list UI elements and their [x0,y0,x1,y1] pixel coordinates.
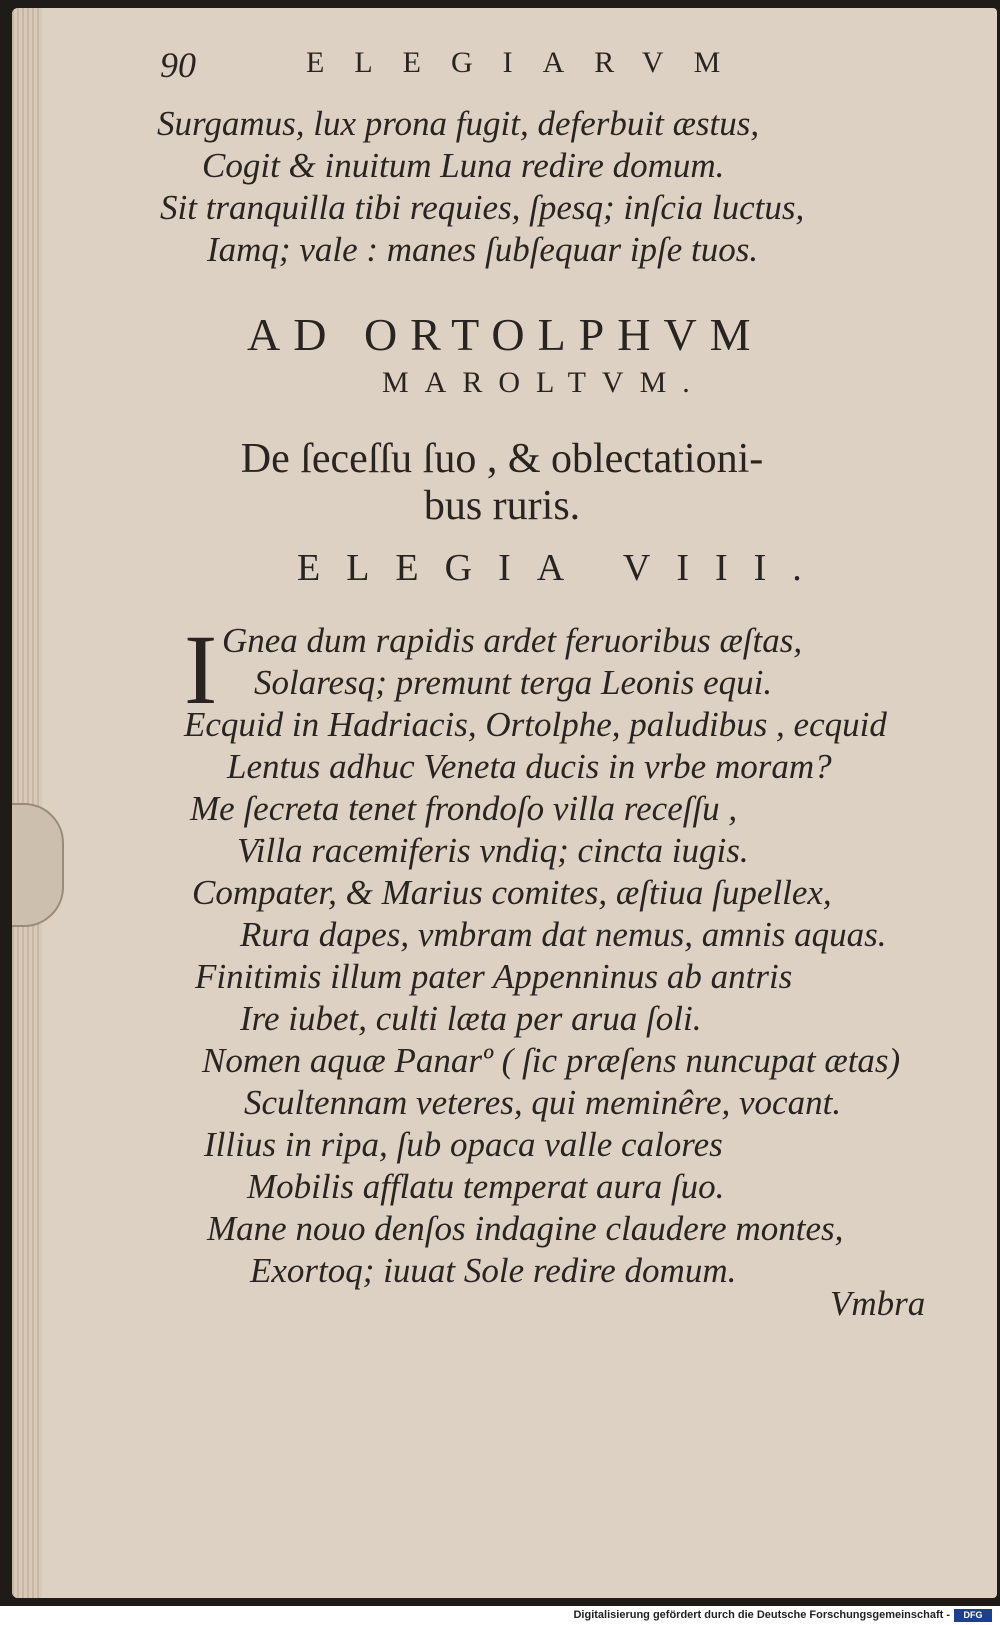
verse-line: Rura dapes, vmbram dat nemus, amnis aquas. [240,915,887,954]
page-number: 90 [160,45,196,85]
dfg-logo: DFG [954,1609,992,1622]
verse-line: Compater, & Marius comites, æſtiua ſupellex, [192,873,832,912]
verse-line: Cogit & inuitum Luna redire domum. [202,146,725,185]
heading-subtitle: MAROLTVM. [382,366,706,399]
running-head [160,36,860,86]
verse-line: Solaresq; premunt terga Leonis equi. [254,663,773,702]
heading-title: AD ORTOLPHVM [247,309,764,360]
verse-line: Lentus adhuc Veneta ducis in vrbe moram? [227,747,832,786]
drop-cap: I [184,614,218,725]
subtitle-line: De ſeceſſu ſuo , & oblectationi- [240,436,764,482]
verse-line: Finitimis illum pater Appenninus ab antris [195,957,793,996]
catchword: Vmbra [830,1284,926,1323]
verse-line: Ire iubet, culti læta per arua ſoli. [240,999,702,1038]
footer-credit: Digitalisierung gefördert durch die Deutsche Forschungsgemeinschaft - [573,1609,950,1621]
verse-line: Gnea dum rapidis ardet feruoribus æſtas, [222,621,803,660]
subtitle-line: bus ruris. [423,483,581,529]
verse-line: Nomen aquæ Panarº ( ſic præſens nuncupat ætas) [202,1041,901,1080]
verse-line: Exortoq; iuuat Sole redire domum. [250,1251,737,1290]
book-page [12,8,997,1598]
verse-line: Sit tranquilla tibi requies, ſpesq; inſcia luctus, [160,188,805,227]
verse-line: Me ſecreta tenet frondoſo villa receſſu , [190,789,738,828]
running-title: ELEGIARVM [306,46,751,79]
footer-bar [0,1606,1000,1625]
page-content [12,8,997,1598]
verse-line: Scultennam veteres, qui meminêre, vocant. [244,1083,842,1122]
verse-line: Mobilis afflatu temperat aura ſuo. [247,1167,725,1206]
verse-line: Illius in ripa, ſub opaca valle calores [204,1125,723,1164]
verse-line: Ecquid in Hadriacis, Ortolphe, paludibus , ecquid [184,705,887,744]
verse-line: Iamq; vale : manes ſubſequar ipſe tuos. [207,230,759,269]
verse-line: Villa racemiferis vndiq; cincta iugis. [237,831,749,870]
verse-line: Surgamus, lux prona fugit, deferbuit æstus, [157,104,760,143]
elegy-heading: ELEGIA VIII. [297,547,828,589]
verse-line: Mane nouo denſos indagine claudere montes, [207,1209,844,1248]
